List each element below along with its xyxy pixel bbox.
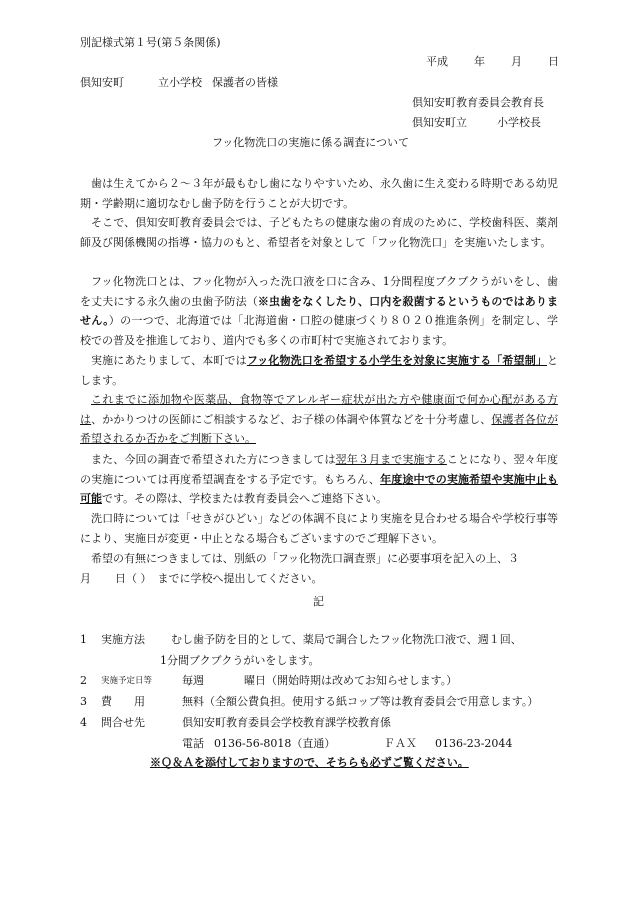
addressee	[80, 76, 278, 90]
addressee-school: 立小学校	[158, 76, 202, 89]
sender-principal	[412, 116, 541, 130]
paragraph-1: 歯は生えてから２～３年が最もむし歯になりやすいため、永久歯に生え変わる時期である幼児期・学齢期に適切なむし歯予防を行うことが大切です。	[80, 177, 558, 210]
addressee-town: 倶知安町	[80, 76, 124, 89]
item-text-weekly: 毎週	[182, 674, 204, 687]
sender-principal-suffix: 小学校長	[497, 116, 541, 129]
item-text: 倶知安町教育委員会学校教育課学校教育係	[182, 716, 391, 729]
date-year: 年	[474, 55, 485, 68]
caution-text: ※虫歯をなくしたり、口内を殺菌するというものではありません。	[80, 294, 558, 328]
item-text: むし歯予防を目的として、薬局で調合したフッ化物洗口液で、週１回、	[171, 633, 522, 646]
item-number: 2	[80, 674, 87, 687]
fax-label: ＦＡＸ	[384, 737, 417, 750]
flexibility-emphasis: 年度途中での実施希望や実施中止も可能	[80, 472, 559, 506]
item-text: 無料（全額公費負担。使用する紙コップ等は教育委員会で用意します。）	[182, 695, 539, 708]
ki-heading: 記	[313, 595, 324, 608]
tel-label: 電話	[182, 737, 204, 750]
paragraph-5: これまでに添加物や医薬品、食物等でアレルギー症状が出た方や健康面で何か心配がある方は、かかりつけの医師にご相談するなど、お子様の体調や体質などを十分考慮し、保護者各位が希望されるか否かをご判断下さい。	[80, 393, 559, 446]
paragraph-8: 希望の有無につきましては、別紙の「フッ化物洗口調査票」に必要事項を記入の上、３	[91, 552, 520, 565]
paragraph-3: フッ化物洗口とは、フッ化物が入った洗口液を口に含み、1分間程度ブクブクうがいをし、歯を丈夫にする永久歯の虫歯予防法（※虫歯をなくしたり、口内を殺菌するというものではありません。）の一つで、北海道では「北海道歯・口腔の健康づくり８０２０推進条例」を制定し、学校での普及を推進しており、道内でも多くの市町村で実施されております。	[80, 275, 558, 347]
item-label: 実施方法	[101, 633, 145, 646]
contact-row	[0, 737, 630, 753]
paragraph-7: 洗口時については「せきがひどい」などの体調不良により実施を見合わせる場合や学校行事等により、実施日が変更・中止となる場合もございますのでご理解下さい。	[80, 512, 558, 545]
fax-number: 0136-23-2044	[435, 737, 513, 750]
form-code: 別記様式第１号(第５条関係)	[80, 36, 221, 49]
item-number: 4	[80, 716, 87, 729]
date-era: 平成	[426, 55, 448, 68]
period-emphasis: 翌年３月まで実施する	[335, 453, 447, 466]
paragraph-6: また、今回の調査で希望された方につきましては翌年３月まで実施することになり、翌々年度の実施については再度希望調査をする予定です。もちろん、年度途中での実施希望や実施中止も可能です。その際は、学校または教育委員会へご連絡下さい。	[80, 453, 559, 506]
paragraph-2: そこで、倶知安町教育委員会では、子どもたちの健康な歯の育成のために、学校歯科医、薬剤師及び関係機関の指導・協力のもと、希望者を対象として「フッ化物洗口」を実施いたします。	[80, 216, 558, 249]
item-row-3	[0, 695, 630, 711]
document-title: フッ化物洗口の実施に係る調査について	[212, 136, 410, 149]
date-line	[426, 55, 559, 69]
item-text: 曜日（開始時期は改めてお知らせします。）	[244, 674, 458, 687]
submission-deadline: 月 日（ ） までに学校へ提出してください。	[80, 572, 323, 585]
sender-superintendent: 倶知安町教育委員会教育長	[412, 96, 544, 109]
item-row-4	[0, 716, 630, 732]
qa-note: ※Ｑ＆Ａを添付しておりますので、そちらも必ずご覧ください。	[150, 756, 469, 769]
opt-in-emphasis: フッ化物洗口を希望する小学生を対象に実施する「希望制」	[246, 354, 547, 367]
item-row-1	[0, 633, 630, 649]
item-row-1-cont	[0, 654, 630, 670]
item-label: 問合せ先	[101, 716, 145, 729]
date-day: 日	[548, 55, 559, 68]
item-label: 実施予定日等	[101, 676, 153, 686]
item-text: 1分間ブクブクうがいをします。	[160, 654, 320, 667]
date-month: 月	[511, 55, 522, 68]
item-label: 費 用	[101, 695, 145, 708]
sender-principal-prefix: 倶知安町立	[412, 116, 467, 129]
tel-number: 0136-56-8018（直通）	[214, 737, 336, 750]
item-row-2	[0, 674, 630, 690]
item-number: 1	[80, 633, 87, 646]
addressee-guardians: 保護者の皆様	[212, 76, 278, 89]
paragraph-4: 実施にあたりまして、本町ではフッ化物洗口を希望する小学生を対象に実施する「希望制」とします。	[80, 354, 558, 387]
item-number: 3	[80, 695, 87, 708]
